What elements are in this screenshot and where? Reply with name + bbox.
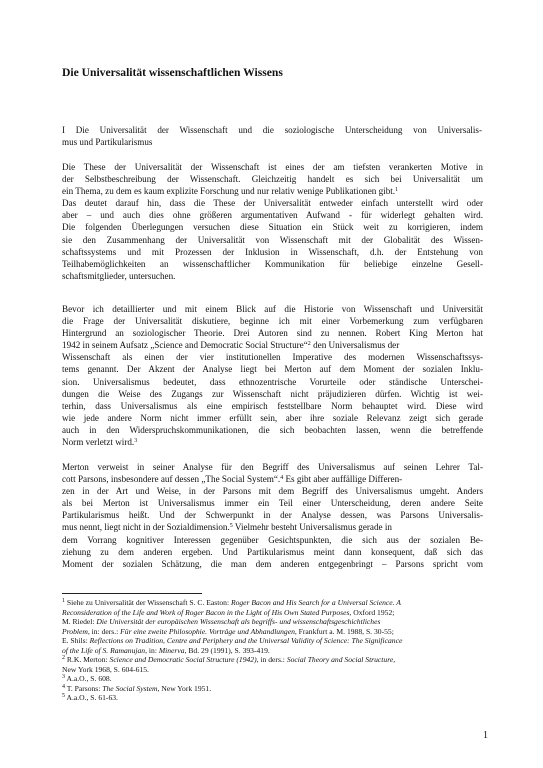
text-line: wie jede andere Norm nicht immer erfüllt sein, aber ihre soziale Relevanz zeigt sich gerade <box>62 412 483 423</box>
text-span: Die Universität der europäischen Wissenschaft als begriffs- und wissenschaftsgeschichtliches <box>96 617 381 627</box>
text-span: Vielmehr besteht Universalismus gerade in <box>232 522 392 533</box>
footnote-line <box>62 693 492 703</box>
text-span: Roger Bacon and His Search for a Universal Science. A <box>230 598 401 607</box>
text-span: Science and Democratic Social Structure (1942) <box>109 655 257 665</box>
text-span: cott Parsons, insbesondere auf dessen „The Social System“. <box>62 474 281 485</box>
footnote-line <box>62 646 492 656</box>
text-line: Wissenschaft als einen der vier institutionellen Imperative des modernen Wissenschaftssys- <box>62 352 483 363</box>
text-span: Social Theory and Social Structure <box>286 655 394 665</box>
text-span: , in: <box>145 645 159 655</box>
footnote-number: 5 <box>62 693 65 700</box>
text-line: Moment der sozialen Schätzung, die man dem anderen entgegenbringt – Parsons spricht vom <box>62 558 483 569</box>
text-span: mus nennt, liegt nicht in der Sozialdimension. <box>62 522 230 533</box>
footnote-ref[interactable]: 1 <box>395 187 399 194</box>
text-span: , Frankfurt a. M. 1988, S. 30-55; <box>294 626 394 636</box>
text-span: The Social System <box>102 683 158 693</box>
page-number: 1 <box>483 730 488 741</box>
text-span: 1942 in seinem Aufsatz „Science and Democratic Social Structure“ <box>62 340 308 351</box>
text-span: den Universalismus der <box>310 340 400 351</box>
text-line: Partikularismus heißt. Und der Schwerpunkt in der Analyse dessen, was Parsons Universalis- <box>62 510 483 521</box>
text-line: sie den Zusammenhang der Universalität von Wissenschaft mit der Globalität des Wissen- <box>62 234 483 245</box>
text-line: als bei Merton ist Universalismus immer ein Teil einer Unterscheidung, deren andere Seite <box>62 498 483 509</box>
footnotes <box>62 598 492 703</box>
footnote-ref[interactable]: 4 <box>280 475 284 482</box>
footnote-line <box>62 608 492 618</box>
text-span: E. Shils: <box>62 636 90 646</box>
text-span: , <box>393 655 396 665</box>
footnote-line <box>62 598 492 608</box>
text-line: Die These der Universalität der Wissenschaft ist eines der am tiefsten verankerten Motive in <box>62 162 483 172</box>
text-line: Bevor ich detaillierter und mit einem Blick auf die Historie von Wissenschaft und Universität <box>62 304 483 314</box>
footnote-line <box>62 627 492 637</box>
footnote-separator <box>62 593 202 594</box>
footnote-line <box>62 617 492 627</box>
text-span: Minerva <box>158 645 185 655</box>
text-line: Die folgenden Überlegungen versuchen diese Situation ein Stück weit zu korrigieren, indem <box>62 222 483 233</box>
footnote-line <box>62 674 492 684</box>
text-span: Für eine zweite Philosophie. Vorträge und Abhandlungen <box>120 626 295 636</box>
body-paragraph <box>62 303 483 448</box>
text-line: tems genannt. Der Akzent der Analyse liegt bei Merton auf dem Moment der sozialen Inklu- <box>62 364 483 375</box>
footnote-ref[interactable]: 5 <box>229 523 233 530</box>
text-line: Merton verweist in seiner Analyse für den Begriff des Universalismus auf seinen Lehrer Tal- <box>62 462 483 472</box>
text-line <box>62 436 483 448</box>
text-line: die Frage der Universalität diskutiere, beginne ich mit einer Vorbemerkung zum verfügbaren <box>62 316 483 327</box>
footnote-number: 2 <box>62 655 65 662</box>
text-span: , Oxford 1952; <box>349 607 395 617</box>
text-span: Reconsideration of the Life and Work of Roger Bacon in the Light of His Own Stated Purposes <box>62 607 350 617</box>
text-span: R.K. Merton: <box>65 655 110 665</box>
text-line: schaftsmitglieder, untersuchen. <box>62 270 176 281</box>
text-line: schaftssystems und mit Prozessen der Inklusion in Wissenschaft, d.h. der Entstehung von <box>62 246 483 257</box>
body-paragraph <box>62 161 483 282</box>
text-line <box>62 521 483 533</box>
footnote-line <box>62 636 492 646</box>
footnote-line: New York 1968, S. 604-615. <box>62 664 149 674</box>
text-line: Das deutet darauf hin, dass die These der Universalität entweder einfach unterstellt wird oder <box>62 198 483 209</box>
footnote-line <box>62 684 492 694</box>
document-title: Die Universalität wissenschaftlichen Wissens <box>62 66 283 79</box>
text-span: Es gibt aber auffällige Differen- <box>283 474 403 485</box>
text-span: M. Riedel: <box>62 617 97 627</box>
section-heading <box>62 124 482 148</box>
footnote-number: 4 <box>62 683 65 690</box>
text-span: , in ders.: <box>256 655 287 665</box>
footnote-number: 3 <box>62 674 65 681</box>
body-paragraph <box>62 461 483 570</box>
footnote-ref[interactable]: 3 <box>134 438 138 445</box>
footnote-line <box>62 655 492 665</box>
text-span: Problem <box>62 626 88 636</box>
text-line: sion. Universalismus bedeutet, dass ethnozentrische Vorurteile oder ständische Unterschei- <box>62 376 483 387</box>
text-span: , in: ders.: <box>87 626 121 636</box>
text-line <box>62 473 483 485</box>
text-span: Siehe zu Universalität der Wissenschaft S. C. Easton: <box>65 598 231 607</box>
text-span: of the Life of S. Ramanujan <box>62 645 146 655</box>
text-span: , Bd. 29 (1991), S. 393-419. <box>184 645 270 655</box>
text-span: T. Parsons: <box>65 683 103 693</box>
text-line <box>62 339 483 351</box>
text-line: Teilhabemöglichkeiten an wissenschaftlicher Kommunikation für beliebige einzelne Gesell- <box>62 258 483 269</box>
text-line: zen in der Art und Weise, in der Parsons mit dem Begriff des Universalismus umgeht. Anders <box>62 486 483 497</box>
section-heading-line: mus und Partikularismus <box>62 137 153 147</box>
footnote-number: 1 <box>62 598 65 604</box>
section-heading-line: I Die Universalität der Wissenschaft und die soziologische Unterscheidung von Universalis- <box>62 125 482 135</box>
text-line: terhin, dass Universalismus als eine empirisch feststellbare Norm behauptet wird. Diese wird <box>62 400 483 411</box>
text-line <box>62 185 483 197</box>
text-line: Hintergrund an soziologischer Theorie. Drei Autoren sind zu nennen. Robert King Merton hat <box>62 328 483 339</box>
text-span: Reflections on Tradition, Centre and Periphery and the Universal Validity of Science: The Significance <box>89 636 403 646</box>
text-span: , New York 1951. <box>157 683 212 693</box>
text-line: der Selbstbeschreibung der Wissenschaft. Gleichzeitig handelt es sich bei Universalität um <box>62 174 483 185</box>
text-line: dem Vorrang kognitiver Interessen gegenüber Gesichtspunkten, die sich aus der sozialen Be- <box>62 534 483 545</box>
footnote-ref[interactable]: 2 <box>307 341 311 348</box>
text-span: A.a.O., S. 61-63. <box>65 693 118 703</box>
text-span: ein Thema, zu dem es kaum explizite Forschung und nur relativ wenige Publikationen gibt. <box>62 186 396 197</box>
text-line: auch in den Widerspruchskommunikationen, die sich beobachten lassen, wenn die betreffende <box>62 424 483 435</box>
text-span: Norm verletzt wird. <box>62 437 135 448</box>
text-line: ziehung zu dem anderen ergeben. Und Partikularismus meint dann konsequent, daß sich das <box>62 546 483 557</box>
text-line: aber – und auch dies ohne größeren argumentativen Aufwand - für widerlegt gehalten wird. <box>62 210 483 221</box>
text-span: A.a.O., S. 608. <box>65 674 112 684</box>
text-line: dungen die Weise des Zugangs zur Wissenschaft nicht präjudizieren dürfen. Wichtig ist wei- <box>62 388 483 399</box>
